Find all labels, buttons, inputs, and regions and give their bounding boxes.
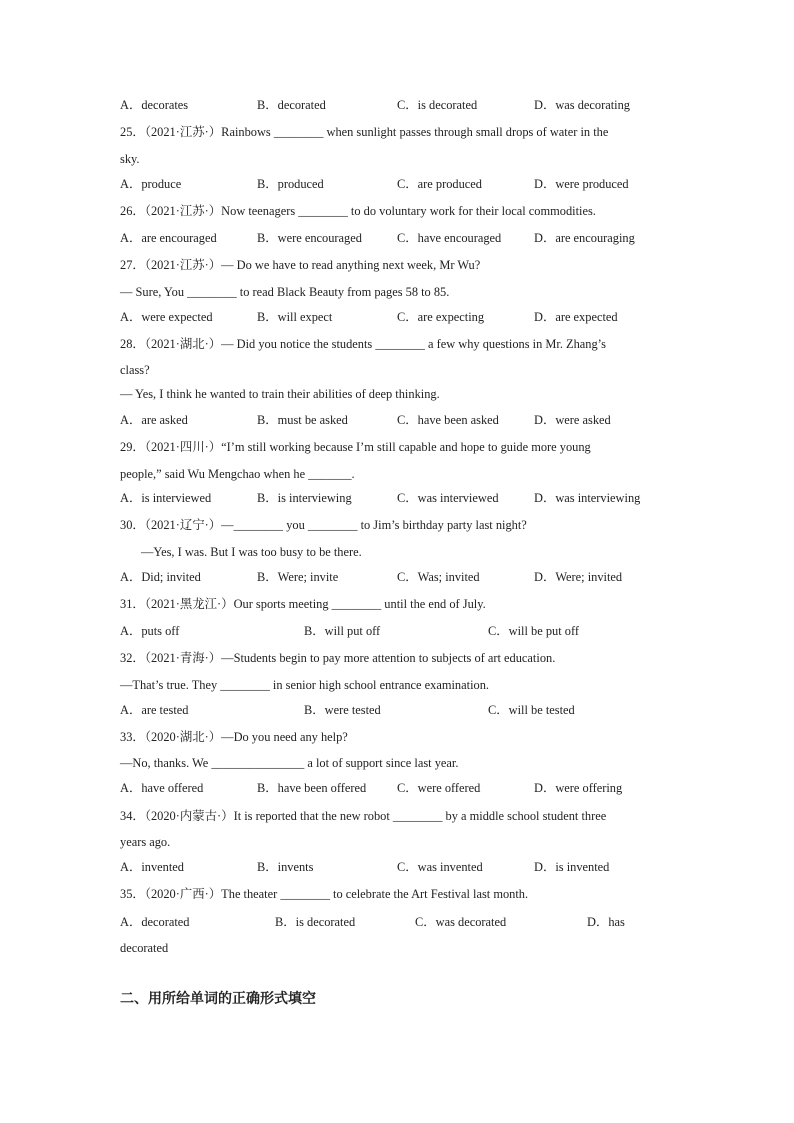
q33-option-d[interactable]: D．were offering (534, 781, 623, 795)
q34-option-b[interactable]: B．invents (257, 860, 314, 874)
q25-option-a[interactable]: A．produce (120, 177, 182, 191)
q31-option-a[interactable]: A．puts off (120, 624, 180, 638)
q29-options (120, 490, 680, 506)
q29-option-c[interactable]: C．was interviewed (397, 491, 499, 505)
q31-option-c[interactable]: C．will be put off (488, 624, 579, 638)
q31-options (120, 623, 680, 639)
q28-option-c[interactable]: C．have been asked (397, 413, 499, 427)
q28-dialog: — Yes, I think he wanted to train their abilities of deep thinking. (120, 387, 440, 401)
q33-dialog: —No, thanks. We _______________ a lot of support since last year. (120, 756, 459, 770)
q35-options (120, 914, 680, 930)
q28-option-b[interactable]: B．must be asked (257, 413, 348, 427)
q32-stem: 32．（2021·青海·）—Students begin to pay more attention to subjects of art education. (120, 651, 556, 665)
q30-option-d[interactable]: D．Were; invited (534, 570, 623, 584)
q30-stem: 30．（2021·辽宁·）—________ you ________ to Jim’s birthday party last night? (120, 518, 527, 532)
q35-option-a[interactable]: A．decorated (120, 915, 190, 929)
section-heading: 二、用所给单词的正确形式填空 (120, 991, 316, 1007)
q26-options (120, 230, 680, 246)
q27-option-b[interactable]: B．will expect (257, 310, 333, 324)
q27-stem: 27．（2021·江苏·）— Do we have to read anything next week, Mr Wu? (120, 258, 481, 272)
q24-option-c[interactable]: C．is decorated (397, 98, 478, 112)
q35-option-b[interactable]: B．is decorated (275, 915, 356, 929)
q24-option-d[interactable]: D．was decorating (534, 98, 630, 112)
q32-options (120, 702, 680, 718)
q27-option-c[interactable]: C．are expecting (397, 310, 485, 324)
q30-option-b[interactable]: B．Were; invite (257, 570, 339, 584)
q28-option-a[interactable]: A．are asked (120, 413, 188, 427)
q34-options (120, 859, 680, 875)
q24-option-a[interactable]: A．decorates (120, 98, 189, 112)
q26-option-a[interactable]: A．are encouraged (120, 231, 217, 245)
q35-stem: 35．（2020·广西·）The theater ________ to celebrate the Art Festival last month. (120, 887, 529, 901)
q27-option-a[interactable]: A．were expected (120, 310, 213, 324)
q33-stem: 33．（2020·湖北·）—Do you need any help? (120, 730, 348, 744)
q25-option-b[interactable]: B．produced (257, 177, 324, 191)
q25-options (120, 176, 680, 192)
q32-option-c[interactable]: C．will be tested (488, 703, 575, 717)
q25-stem-cont: sky. (120, 152, 140, 166)
q28-options (120, 412, 680, 428)
q29-stem-cont: people,” said Wu Mengchao when he _______. (120, 467, 355, 481)
q32-option-b[interactable]: B．were tested (304, 703, 381, 717)
q34-option-c[interactable]: C．was invented (397, 860, 483, 874)
q25-option-d[interactable]: D．were produced (534, 177, 629, 191)
q24-option-b[interactable]: B．decorated (257, 98, 326, 112)
q32-option-a[interactable]: A．are tested (120, 703, 189, 717)
q26-option-d[interactable]: D．are encouraging (534, 231, 635, 245)
q33-options (120, 780, 680, 796)
q25-option-c[interactable]: C．are produced (397, 177, 482, 191)
q30-option-c[interactable]: C．Was; invited (397, 570, 480, 584)
q33-option-a[interactable]: A．have offered (120, 781, 204, 795)
q28-option-d[interactable]: D．were asked (534, 413, 611, 427)
q24-options (120, 97, 680, 113)
q29-stem: 29．（2021·四川·）“I’m still working because I’m still capable and hope to guide more young (120, 440, 591, 454)
q35-option-d[interactable]: D．has (587, 915, 625, 929)
q26-option-b[interactable]: B．were encouraged (257, 231, 362, 245)
q29-option-a[interactable]: A．is interviewed (120, 491, 212, 505)
q25-stem: 25．（2021·江苏·）Rainbows ________ when sunlight passes through small drops of water in the (120, 125, 609, 139)
q28-stem: 28．（2021·湖北·）— Did you notice the students ________ a few why questions in Mr. Zhang’s (120, 337, 606, 351)
q27-options (120, 309, 680, 325)
q29-option-d[interactable]: D．was interviewing (534, 491, 641, 505)
q33-option-c[interactable]: C．were offered (397, 781, 481, 795)
q30-options (120, 569, 680, 585)
q31-option-b[interactable]: B．will put off (304, 624, 381, 638)
q35-option-c[interactable]: C．was decorated (415, 915, 507, 929)
q30-dialog: —Yes, I was. But I was too busy to be there. (141, 545, 362, 559)
q34-stem-cont: years ago. (120, 835, 171, 849)
q32-dialog: —That’s true. They ________ in senior high school entrance examination. (120, 678, 489, 692)
q30-option-a[interactable]: A．Did; invited (120, 570, 201, 584)
q28-stem-cont: class? (120, 363, 150, 377)
q29-option-b[interactable]: B．is interviewing (257, 491, 352, 505)
q34-stem: 34．（2020·内蒙古·）It is reported that the new robot ________ by a middle school student three (120, 809, 607, 823)
q26-stem: 26．（2021·江苏·）Now teenagers ________ to do voluntary work for their local commodities. (120, 204, 596, 218)
q27-option-d[interactable]: D．are expected (534, 310, 618, 324)
q35-option-d-wrap: decorated (120, 941, 169, 955)
q34-option-d[interactable]: D．is invented (534, 860, 610, 874)
q31-stem: 31．（2021·黑龙江·）Our sports meeting ________ until the end of July. (120, 597, 486, 611)
q34-option-a[interactable]: A．invented (120, 860, 185, 874)
q33-option-b[interactable]: B．have been offered (257, 781, 367, 795)
q26-option-c[interactable]: C．have encouraged (397, 231, 502, 245)
q27-dialog: — Sure, You ________ to read Black Beauty from pages 58 to 85. (120, 285, 450, 299)
